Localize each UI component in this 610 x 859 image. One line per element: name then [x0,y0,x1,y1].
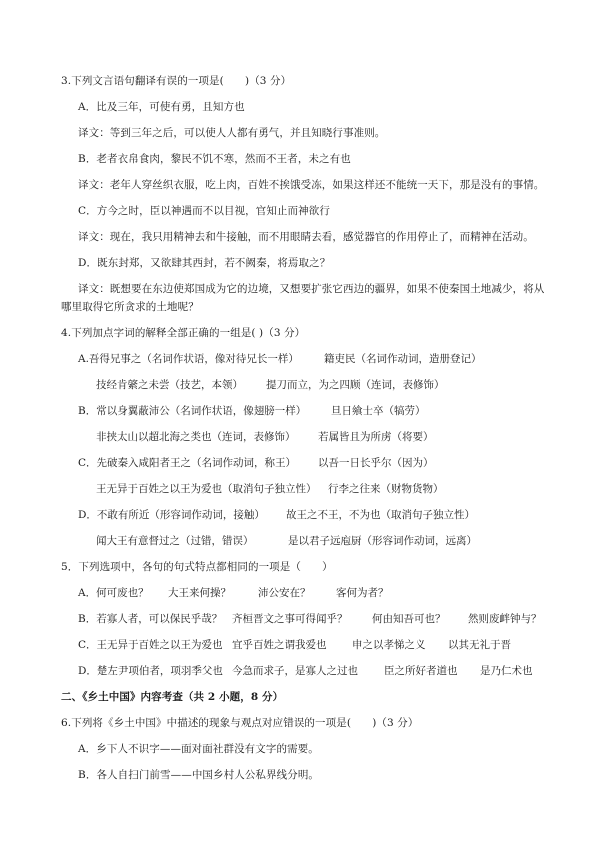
q4-row-b2-right: 若属皆且为所虏（将要） [318,431,434,443]
q3-option-d: D．既东封郑，又欲肆其西封，若不阙秦，将焉取之？ [78,257,331,269]
q4-row-d1-right: 故王之不王，不为也（取消句子独立性） [286,509,475,521]
q5-row-c-4: 以其无礼于晋 [448,639,511,651]
section-2-heading: 二、《乡土中国》内容考查（共 2 小题，8 分） [61,691,284,703]
q4-row-b1-left: B．常以身翼蔽沛公（名词作状语，像翅膀一样） [78,405,307,417]
q6-option-b: B．各人自扫门前雪——中国乡村人公私界线分明。 [78,769,320,781]
q5-row-d-4: 是乃仁术也 [480,665,533,677]
q4-row-c2-right: 行李之往来（财物货物） [328,483,444,495]
q3-option-c: C．方今之时，臣以神遇而不以目视，官知止而神欲行 [78,205,330,217]
q3-option-a: A．比及三年，可使有勇，且知方也 [78,101,245,113]
q4-stem: 4.下列加点字词的解释全部正确的一组是( )（3 分） [61,327,306,339]
q5-row-a-4: 客何为者？ [336,587,389,599]
q4-row-a2-right: 提刀而立，为之四顾（连词，表修饰） [266,379,445,391]
q5-row-a-2: 大王来何操？ [168,587,231,599]
q5-row-b-1: B．若寡人者，可以保民乎哉？ [78,613,223,625]
q3-option-d-translation-cont: 哪里取得它所贪求的土地呢？ [61,301,199,313]
q5-row-a-1: A．何可废也？ [78,587,149,599]
q4-row-d1-left: D．不敢有所近（形容词作动词，接触） [78,509,265,521]
q3-stem: 3.下列文言语句翻译有误的一项是( )（3 分） [61,75,292,87]
q3-option-b-translation: 译文：老年人穿丝织衣服，吃上肉，百姓不挨饿受冻，如果这样还不能统一天下，那是没有的事情。 [78,179,545,191]
q5-row-a-3: 沛公安在？ [258,587,311,599]
q5-row-d-2: 今急而求子，是寡人之过也 [232,665,358,677]
q4-row-c1-left: C．先破秦入咸阳者王之（名词作动词，称王） [78,457,297,469]
q5-row-c-3: 申之以孝悌之义 [352,639,426,651]
q5-row-d-1: D．楚左尹项伯者，项羽季父也 [78,665,223,677]
q5-row-b-3: 何由知吾可也？ [372,613,446,625]
q4-row-a2-left: 技经肯綮之未尝（技艺，本领） [96,379,243,391]
q3-option-c-translation: 译文：现在，我只用精神去和牛接触，而不用眼睛去看，感觉器官的作用停止了，而精神在活动。 [78,231,534,243]
q4-row-c2-left: 王无异于百姓之以王为爱也（取消句子独立性） [96,483,317,495]
q5-row-b-4: 然则废衅钟与？ [468,613,542,625]
q4-row-c1-right: 以吾一日长乎尔（因为） [318,457,434,469]
q3-option-d-translation: 译文：既想要在东边使郑国成为它的边境，又想要扩张它西边的疆界，如果不使秦国土地减少，将从 [78,283,545,295]
q6-stem: 6.下列将《乡土中国》中描述的现象与观点对应错误的一项是( )（3 分） [61,717,419,729]
q5-row-d-3: 臣之所好者道也 [384,665,458,677]
q5-stem: 5．下列选项中，各句的句式特点都相同的一项是（ ） [61,561,333,573]
q6-option-a: A．乡下人不识字——面对面社群没有文字的需要。 [78,743,319,755]
q4-row-b2-left: 非挟太山以超北海之类也（连词，表修饰） [96,431,296,443]
q5-row-b-2: 齐桓晋文之事可得闻乎？ [232,613,348,625]
q4-row-d2-right: 是以君子远庖厨（形容词作动词，远离） [288,535,477,547]
q4-row-a1-right: 籍吏民（名词作动词，造册登记） [324,353,482,365]
q3-option-a-translation: 译文：等到三年之后，可以使人人都有勇气，并且知晓行事准则。 [78,127,386,139]
q4-row-d2-left: 闻大王有意督过之（过错，错误） [96,535,254,547]
q5-row-c-2: 宜乎百姓之谓我爱也 [232,639,327,651]
q4-row-a1-left: A.吾得兄事之（名词作状语，像对待兄长一样） [78,353,299,365]
q4-row-b1-right: 旦日飨士卒（犒劳） [331,405,426,417]
q3-option-b: B．老者衣帛食肉，黎民不饥不寒，然而不王者，未之有也 [78,153,351,165]
q5-row-c-1: C．王无异于百姓之以王为爱也 [78,639,223,651]
